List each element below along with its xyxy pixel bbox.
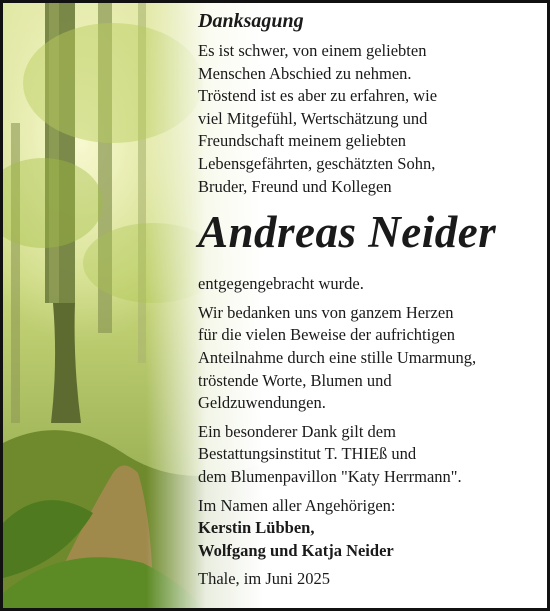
thanks-paragraph: [198, 302, 543, 415]
special-thanks-paragraph: [198, 421, 543, 489]
thanks-line: tröstende Worte, Blumen und: [198, 370, 392, 390]
thanks-line: Anteilnahme durch eine stille Umarmung,: [198, 347, 477, 367]
intro-line: Bruder, Freund und Kollegen: [198, 176, 392, 196]
signer-name: Wolfgang und Katja Neider: [198, 540, 394, 560]
obituary-text: [198, 9, 543, 591]
thanks-line: Wir bedanken uns von ganzem Herzen: [198, 302, 454, 322]
thanks-line: Geldzuwendungen.: [198, 393, 326, 413]
place-date: Thale, im Juni 2025: [198, 569, 330, 589]
heading: Danksagung: [198, 10, 304, 32]
signer-name: Kerstin Lübben,: [198, 518, 315, 538]
special-thanks-line: Bestattungsinstitut T. THIEß und: [198, 444, 417, 464]
intro-line: Tröstend ist es aber zu erfahren, wie: [198, 86, 438, 106]
intro-line: viel Mitgefühl, Wertschätzung und: [198, 108, 428, 128]
signature-block: [198, 495, 543, 563]
signature-intro: Im Namen aller Angehörigen:: [198, 495, 396, 515]
intro-line: Es ist schwer, von einem geliebten: [198, 41, 427, 60]
special-thanks-line: Ein besonderer Dank gilt dem: [198, 421, 396, 441]
deceased-name: Andreas Neider: [198, 207, 497, 258]
intro-line: Menschen Abschied zu nehmen.: [198, 63, 412, 83]
intro-line: Freundschaft meinem geliebten: [198, 131, 407, 151]
received-line: entgegengebracht wurde.: [198, 274, 364, 294]
special-thanks-line: dem Blumenpavillon "Katy Herrmann".: [198, 466, 462, 486]
received-paragraph: [198, 273, 543, 296]
intro-line: Lebensgefährten, geschätzten Sohn,: [198, 153, 436, 173]
thanks-line: für die vielen Beweise der aufrichtigen: [198, 325, 456, 345]
intro-paragraph: [198, 40, 543, 198]
